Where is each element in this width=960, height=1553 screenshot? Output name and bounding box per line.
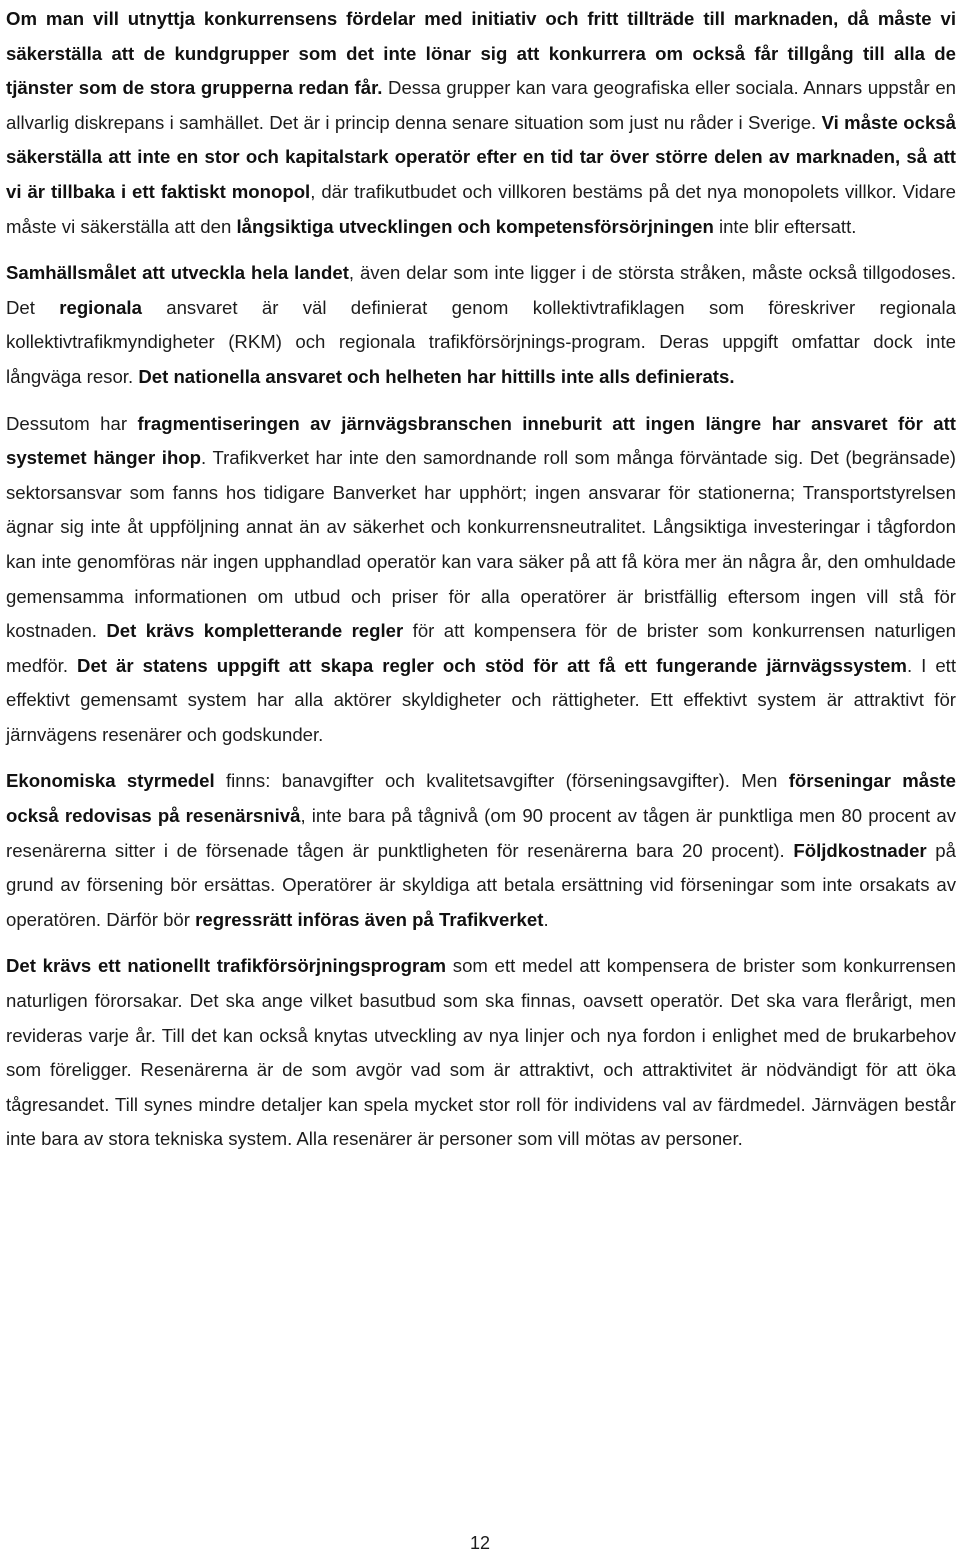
paragraph: [6, 256, 956, 394]
text-run: som ett medel att kompensera de brister som konkurrensen naturligen förorsakar. Det ska ange vilket basutbud som ska finnas, oavsett operatör. Det ska vara flerårigt, men revideras varje år. Till det kan också knytas utveckling av nya linjer och nya fordon i enlighet med de brukarbehov som föreligger. Resenärerna är de som avgör vad som är attraktivt, och attraktivitet är nödvändigt för att öka tågresandet. Till synes mindre detaljer kan spela mycket stor roll för individens val av färdmedel. Järnvägen består inte bara av stora tekniska system. Alla resenärer är personer som vill mötas av personer.: [6, 955, 956, 1150]
page-number: 12: [469, 1533, 491, 1553]
text-run: finns: banavgifter och kvalitetsavgifter (förseningsavgifter). Men: [214, 770, 789, 792]
text-run: på grund av försening bör ersättas. Operatörer är skyldiga att betala ersättning vid förseningar som inte orsakats av operatören. Därför bör: [6, 839, 956, 930]
bold-text: Det krävs ett nationellt trafikförsörjningsprogram: [6, 955, 447, 977]
body-text: [6, 2, 956, 1169]
bold-text: Ekonomiska styrmedel: [6, 770, 215, 792]
bold-text: Om man vill utnyttja konkurrensens fördelar med initiativ och fritt tillträde till marknaden, då måste vi säkerställa att de kundgrupper som det inte lönar sig att konkurrera om också får tillgång till alla de tjänster som de stora grupperna redan får.: [6, 8, 956, 99]
bold-text: Det är statens uppgift att skapa regler och stöd för att få ett fungerande järnvägssystem: [77, 654, 907, 676]
text-run: Dessa grupper kan vara geografiska eller sociala. Annars uppstår en allvarlig diskrepans i samhället. Det är i princip denna senare situation som just nu råder i Sverige.: [6, 77, 956, 133]
text-run: inte blir eftersatt.: [713, 215, 857, 237]
bold-text: förseningar måste också redovisas på resenärsnivå: [6, 770, 956, 827]
bold-text: regionala: [59, 296, 142, 318]
bold-text: fragmentiseringen av järnvägsbranschen inneburit att ingen längre har ansvaret för att systemet hänger ihop: [6, 412, 957, 469]
text-run: , där trafikutbudet och villkoren bestäms på det nya monopolets villkor. Vidare måste vi säkerställa att den: [6, 180, 956, 237]
text-run: ansvaret är väl definierat genom kollektivtrafiklagen som föreskriver regionala kollektivtrafikmyndigheter (RKM) och regionala trafikförsörjnings-program. Deras uppgift omfattar dock inte långväga resor.: [6, 296, 956, 387]
bold-text: Följdkostnader: [793, 839, 927, 861]
bold-text: Det krävs kompletterande regler: [106, 620, 404, 642]
paragraph: [6, 949, 956, 1157]
bold-text: Det nationella ansvaret och helheten har hittills inte alls definierats.: [138, 365, 735, 387]
text-run: . Trafikverket har inte den samordnande roll som många förväntade sig. Det (begränsade) sektorsansvar som fanns hos tidigare Banverket har upphört; ingen ansvarar för stationerna; Transportstyrelsen ägnar sig inte åt uppföljning annat än av säkerhet och konkurrensneutralitet. Långsiktiga investeringar i tågfordon kan inte genomföras när ingen upphandlad operatör kan vara säker på att få köra mer än några år, den omhuldade gemensamma informationen om utbud och priser för alla operatörer är bristfällig eftersom ingen vill stå för kostnaden.: [6, 447, 956, 642]
bold-text: regressrätt införas även på Trafikverket: [195, 908, 544, 930]
paragraph: [6, 407, 956, 753]
text-run: för att kompensera för de brister som konkurrensen naturligen medför.: [6, 620, 956, 676]
bold-text: Vi måste också säkerställa att inte en stor och kapitalstark operatör efter en tid tar över större delen av marknaden, så att vi är tillbaka i ett faktiskt monopol: [6, 111, 956, 202]
text-run: , inte bara på tågnivå (om 90 procent av tågen är punktliga men 80 procent av resenärerna sitter i de försenade tågen är punktligheten för resenärerna bara 20 procent).: [6, 805, 956, 861]
paragraph: [6, 2, 956, 244]
bold-text: Samhällsmålet att utveckla hela landet: [6, 262, 349, 284]
text-run: . I ett effektivt gemensamt system har alla aktörer skyldigheter och rättigheter. Ett effektivt system är attraktivt för järnvägens resenärer och godskunder.: [6, 654, 956, 745]
text-run: Dessutom har: [6, 412, 138, 434]
bold-text: långsiktiga utvecklingen och kompetensförsörjningen: [236, 215, 714, 237]
text-run: , även delar som inte ligger i de största stråken, måste också tillgodoses. Det: [6, 262, 956, 318]
paragraph: [6, 764, 956, 937]
text-run: .: [543, 908, 549, 930]
